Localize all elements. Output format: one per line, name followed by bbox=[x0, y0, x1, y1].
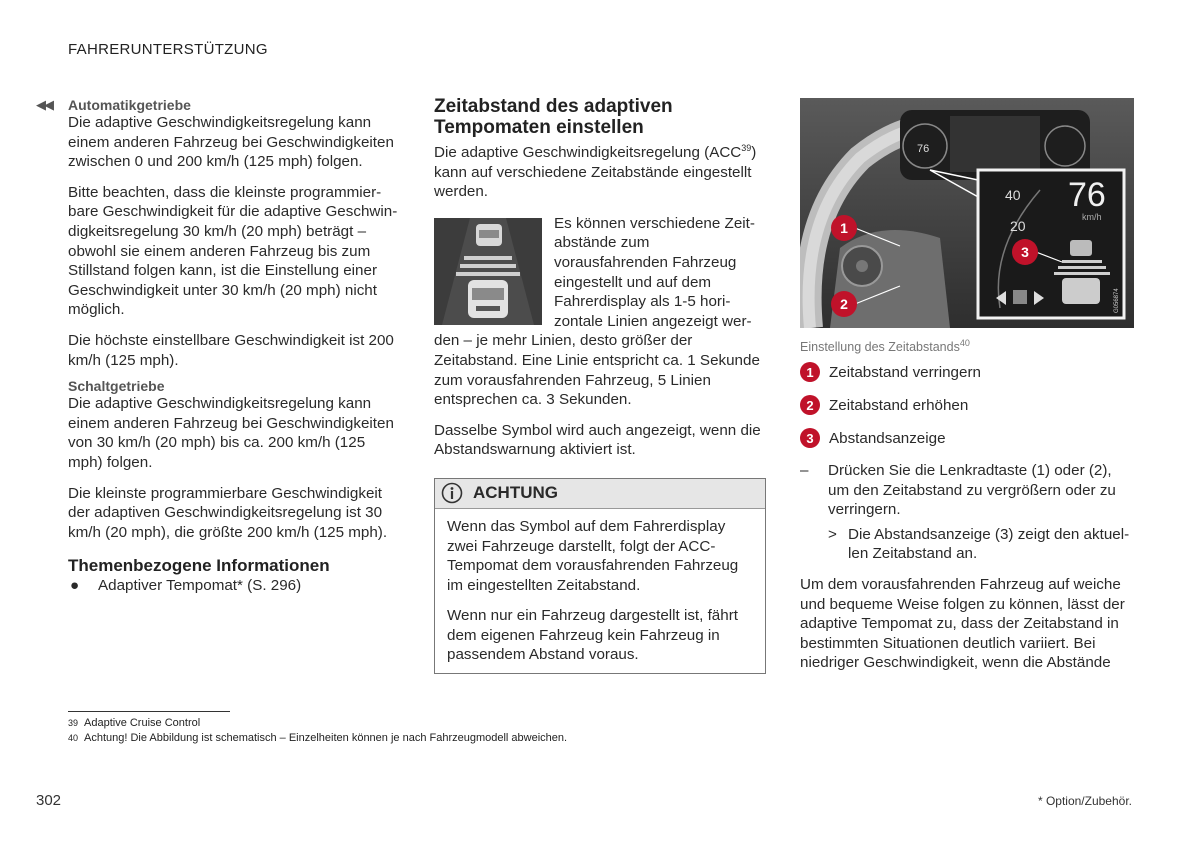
callout-3: 3 bbox=[1021, 244, 1029, 260]
warning-box bbox=[434, 478, 766, 674]
related-info-heading: Themenbezogene Informationen bbox=[68, 556, 330, 576]
column-right bbox=[800, 98, 1134, 673]
legend-text: Zeitabstand verringern bbox=[829, 363, 981, 381]
legend-text: Zeitabstand erhöhen bbox=[829, 396, 969, 414]
paragraph: Die kleinste programmierbare Geschwindigkeit der adaptiven Geschwindigkeitsregelung ist 30 km/h (20 mph), die größte 200 km/h (125 mph). bbox=[68, 484, 388, 541]
paragraph: Wenn nur ein Fahrzeug dargestellt ist, fährt dem eigenen Fahrzeug kein Fahrzeug in passendem Abstand voraus. bbox=[447, 607, 738, 664]
figure-caption: Einstellung des Zeitabstands$^{40}$ bbox=[800, 337, 970, 354]
step-text: Drücken Sie die Lenkradtaste (1) oder (2), um den Zeitabstand zu vergrößern oder zu verringern. bbox=[828, 462, 1116, 519]
callout-2: 2 bbox=[840, 296, 848, 312]
paragraph: Bitte beachten, dass die kleinste programmierbare Geschwindigkeit für die adaptive Geschwindigkeitsregelung 30 km/h (20 mph) beträgt – obwohl sie einem anderen Fahrzeug bis zum Stillstand folgen kann, ist die Einstellung einer Geschwindigkeit unter 30 km/h (20 mph) nicht möglich. bbox=[68, 183, 398, 319]
page-number: 302 bbox=[36, 792, 62, 809]
tick-20: 20 bbox=[1010, 218, 1026, 234]
legend-item bbox=[800, 428, 1134, 448]
legend-item bbox=[800, 362, 1134, 382]
footnote-ref: 39 bbox=[741, 142, 752, 153]
paragraph: Die höchste einstellbare Geschwindigkeit ist 200 km/h (125 mph). bbox=[68, 331, 394, 369]
instruction-step bbox=[800, 461, 1134, 520]
warning-body bbox=[435, 509, 765, 673]
related-link[interactable] bbox=[68, 576, 398, 596]
paragraph: Die adaptive Geschwindigkeitsregelung kann einem anderen Fahrzeug bei Geschwindigkeiten zwischen 0 und 200 km/h (125 mph) folgen. bbox=[68, 114, 394, 171]
paragraph: Um dem vorausfahrenden Fahrzeug auf weiche und bequeme Weise folgen zu können, lässt der adaptive Tempomat zu, dass der Zeitabstand in bestimmten Situationen deutlich variiert. Bei niedriger Geschwindigkeit, wenn die Abstände bbox=[800, 575, 1125, 672]
manual-gearbox-heading: Schaltgetriebe bbox=[68, 378, 165, 395]
section-title: FAHRERUNTERSTÜTZUNG bbox=[68, 41, 268, 58]
footnote-ref: 40 bbox=[959, 337, 970, 348]
result-arrow-icon: > bbox=[828, 525, 837, 543]
speed-unit: km/h bbox=[1082, 212, 1102, 222]
footnote: 40 Achtung! Die Abbildung ist schematisch – Einzelheiten können je nach Fahrzeugmodell abweichen. bbox=[68, 732, 568, 744]
callout-1: 1 bbox=[840, 220, 848, 236]
tick-40: 40 bbox=[1005, 187, 1021, 203]
column-middle bbox=[434, 96, 766, 674]
instruction-result bbox=[800, 525, 1134, 564]
paragraph: Es können verschiedene Zeitabstände zum vorausfahrenden Fahrzeug eingestellt und auf dem Fahrerdisplay als 1-5 horizontale Linien angezeigt werden – je mehr Linien, desto größer der Zeitabstand. Eine Linie entspricht ca. 1 Sekunde zum vorausfahrenden Fahrzeug, 5 Linien entsprechen ca. 3 Sekunden. bbox=[434, 214, 760, 409]
section-heading: Zeitabstand des adaptiven Tempomaten einstellen bbox=[434, 96, 673, 138]
paragraph: Die adaptive Geschwindigkeitsregelung kann einem anderen Fahrzeug bei Geschwindigkeiten von 30 km/h (20 mph) bis ca. 200 km/h (125 mph) folgen. bbox=[68, 395, 394, 471]
warning-header bbox=[435, 479, 765, 509]
legend-text: Abstandsanzeige bbox=[829, 429, 946, 447]
large-speed-readout: 76 bbox=[1068, 176, 1106, 214]
continue-arrow-icon: ◀◀ bbox=[36, 97, 52, 112]
footnote: 39 Adaptive Cruise Control bbox=[68, 717, 201, 729]
dashboard-illustration bbox=[800, 98, 1134, 328]
warning-title: ACHTUNG bbox=[473, 483, 558, 503]
image-code: G056874 bbox=[1114, 288, 1120, 313]
related-link-text: Adaptiver Tempomat* (S. 296) bbox=[98, 577, 302, 595]
distance-symbol-image bbox=[434, 218, 542, 325]
footnote-divider bbox=[68, 711, 230, 712]
column-left bbox=[68, 97, 398, 596]
number-badge-icon: 1 bbox=[800, 362, 820, 382]
number-badge-icon: 2 bbox=[800, 395, 820, 415]
legend-item bbox=[800, 395, 1134, 415]
small-speed-readout: 76 bbox=[917, 143, 930, 155]
automatic-gearbox-heading: Automatikgetriebe bbox=[68, 97, 191, 113]
paragraph: Wenn das Symbol auf dem Fahrerdisplay zwei Fahrzeuge darstellt, folgt der ACC-Tempomat dem vorausfahrenden Fahrzeug im eingestellten Zeitabstand. bbox=[447, 517, 739, 594]
number-badge-icon: 3 bbox=[800, 428, 820, 448]
info-icon bbox=[441, 482, 463, 504]
step-dash-icon: – bbox=[800, 462, 809, 479]
result-text: Die Abstandsanzeige (3) zeigt den aktuellen Zeitabstand an. bbox=[848, 525, 1130, 563]
intro-paragraph: Die adaptive Geschwindigkeitsregelung (ACC$^{39}$) kann auf verschiedene Zeitabstände eingestellt werden. bbox=[434, 142, 757, 201]
paragraph: Dasselbe Symbol wird auch angezeigt, wenn die Abstandswarnung aktiviert ist. bbox=[434, 421, 761, 459]
option-note: * Option/Zubehör. bbox=[1037, 794, 1132, 808]
bullet-icon: ● bbox=[70, 577, 80, 595]
